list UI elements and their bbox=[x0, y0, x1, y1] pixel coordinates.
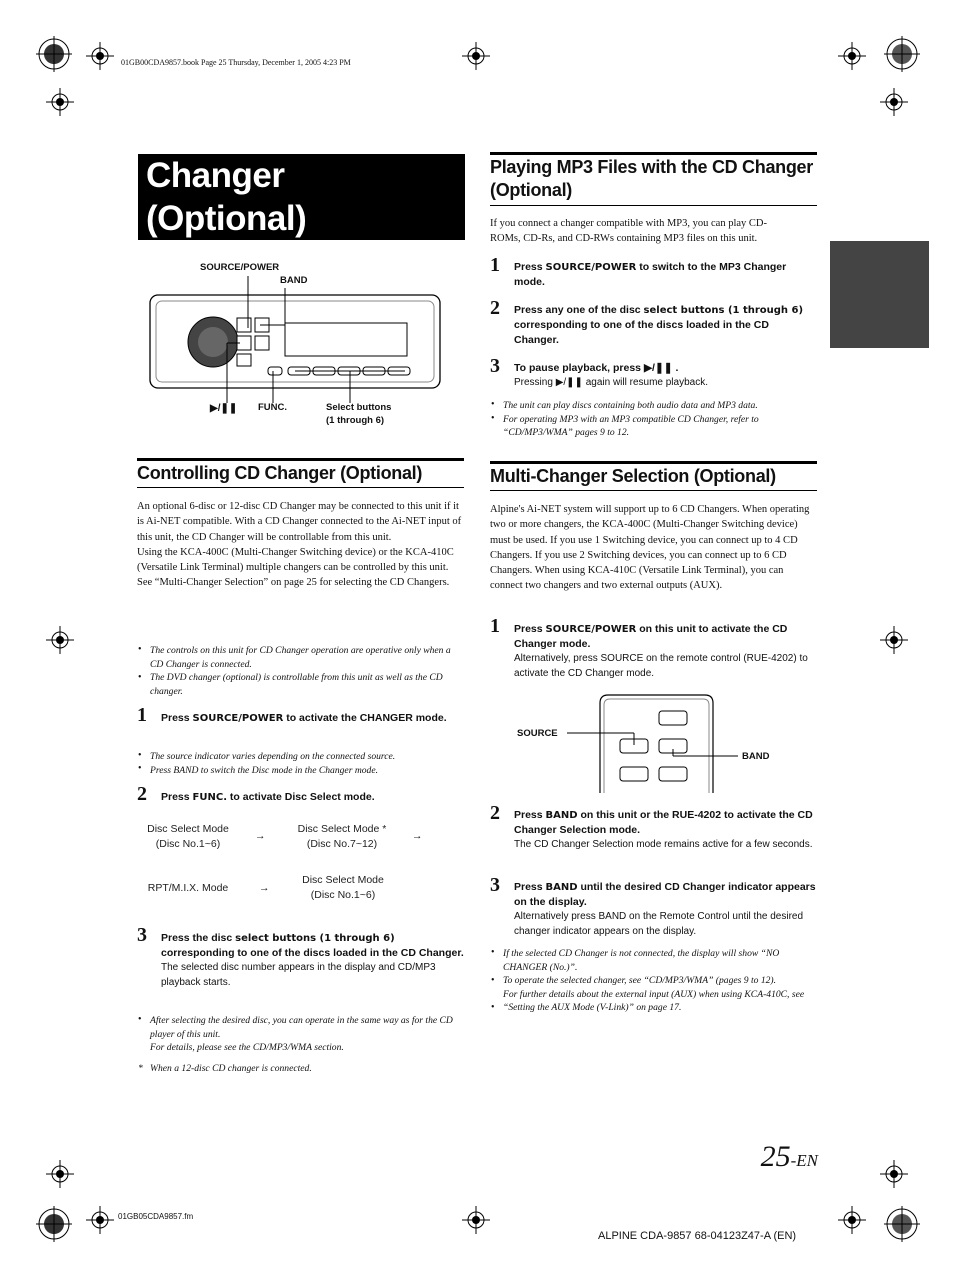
step-number: 1 bbox=[490, 615, 500, 637]
note: For details, please see the CD/MP3/WMA section. bbox=[150, 1042, 344, 1054]
step1-notes bbox=[150, 750, 464, 777]
crosshair-icon bbox=[880, 626, 908, 654]
label-func: FUNC. bbox=[258, 402, 288, 413]
crosshair-icon bbox=[462, 42, 490, 70]
step-number: 1 bbox=[137, 704, 147, 726]
heading-controlling: Controlling CD Changer (Optional) bbox=[137, 463, 423, 483]
label-remote-band: BAND bbox=[742, 751, 770, 762]
crosshair-icon bbox=[46, 626, 74, 654]
step-number: 2 bbox=[490, 297, 500, 319]
controlling-step-3: Press the disc select buttons (1 through 6) corresponding to one of the discs loaded in the CD Changer. The selected disc number appears in the display and CD/MP3 playback starts. bbox=[161, 932, 464, 988]
remote-control-diagram bbox=[560, 693, 740, 793]
crosshair-icon bbox=[86, 1206, 114, 1234]
footnote: When a 12-disc CD changer is connected. bbox=[150, 1063, 312, 1074]
title-line-2: (Optional) bbox=[146, 199, 307, 238]
crosshair-icon bbox=[46, 88, 74, 116]
title-line-1: Changer bbox=[146, 156, 285, 195]
note: The controls on this unit for CD Changer operation are operative only when a CD Changer is connected. bbox=[150, 645, 451, 670]
file-header: 01GB00CDA9857.book Page 25 Thursday, December 1, 2005 4:23 PM bbox=[121, 58, 351, 67]
step-number: 3 bbox=[137, 924, 147, 946]
crosshair-icon bbox=[46, 1160, 74, 1188]
multi-step-3: Press BAND until the desired CD Changer indicator appears on the display. Alternatively press BAND on the Remote Control until the desired changer indicator appears on the display. bbox=[514, 881, 816, 937]
flow-arrow: → bbox=[255, 830, 266, 842]
step3-notes bbox=[150, 1014, 464, 1055]
crosshair-icon bbox=[462, 1206, 490, 1234]
label-band: BAND bbox=[280, 275, 308, 286]
mp3-intro: If you connect a changer compatible with MP3, you can play CD-ROMs, CD-Rs, and CD-RWs containing MP3 files on this unit. bbox=[490, 218, 768, 245]
note: For operating MP3 with an MP3 compatible CD Changer, refer to “CD/MP3/WMA” pages 9 to 12. bbox=[503, 413, 759, 439]
crosshair-icon bbox=[880, 88, 908, 116]
note: To operate the selected changer, see “CD/MP3/WMA” (pages 9 to 12). bbox=[503, 975, 777, 987]
label-play-pause: ▶/❚❚ bbox=[210, 403, 238, 414]
page-number: 25-EN bbox=[760, 1140, 818, 1173]
label-source-power: SOURCE/POWER bbox=[200, 262, 280, 273]
controlling-notes bbox=[150, 644, 464, 698]
footnote-marker: * bbox=[138, 1063, 143, 1074]
multi-intro: Alpine's Ai-NET system will support up to 6 CD Changers. When operating two or more changers, the KCA-400C (Multi-Changer Switching device) must be used. If you use 1 Switching device, you can connect up to 4 CD Changers. If you use 2 Switching devices, you can connect up to 6 CD Changers. When using KCA-410C (Versatile Link Terminal), you can connect two changers and two external outputs (AUX). bbox=[490, 504, 810, 592]
crosshair-icon bbox=[86, 42, 114, 70]
step-number: 2 bbox=[490, 802, 500, 824]
flow-arrow: → bbox=[412, 830, 423, 842]
note: The unit can play discs containing both audio data and MP3 data. bbox=[503, 400, 758, 411]
note: After selecting the desired disc, you can operate in the same way as for the CD player of this unit. bbox=[150, 1015, 453, 1040]
heading-multi-changer: Multi-Changer Selection (Optional) bbox=[490, 466, 776, 486]
mp3-step-1: Press SOURCE/POWER to switch to the MP3 Changer mode. bbox=[514, 261, 787, 288]
registration-mark-icon bbox=[36, 36, 72, 72]
multi-step-1: Press SOURCE/POWER on this unit to activate the CD Changer mode. Alternatively, press SOURCE on the remote control (RUE-4202) to activate the CD Changer mode. bbox=[514, 623, 808, 679]
label-select-buttons-range: (1 through 6) bbox=[326, 415, 385, 426]
step-number: 3 bbox=[490, 355, 500, 377]
crosshair-icon bbox=[838, 1206, 866, 1234]
note: The source indicator varies depending on the connected source. bbox=[150, 751, 396, 762]
crosshair-icon bbox=[880, 1160, 908, 1188]
multi-notes bbox=[503, 947, 815, 1015]
note: Press BAND to switch the Disc mode in the Changer mode. bbox=[150, 764, 379, 776]
flow-disc-select-1-6: Disc Select Mode (Disc No.1~6) bbox=[147, 823, 229, 850]
flow-disc-select-7-12: Disc Select Mode * (Disc No.7~12) bbox=[297, 823, 387, 850]
step-number: 1 bbox=[490, 254, 500, 276]
controlling-step-2: Press FUNC. to activate Disc Select mode. bbox=[161, 791, 375, 803]
page-title bbox=[138, 154, 465, 240]
mp3-step-2: Press any one of the disc select buttons (1 through 6) corresponding to one of the discs loaded in the CD Changer. bbox=[514, 304, 804, 346]
section-tab bbox=[830, 241, 929, 348]
flow-disc-select-return: Disc Select Mode (Disc No.1~6) bbox=[302, 874, 384, 901]
mp3-notes bbox=[503, 399, 817, 440]
controlling-body: An optional 6-disc or 12-disc CD Changer may be connected to this unit if it is Ai-NET compatible. With a CD Changer connected to the Ai-NET input of this unit, the CD Changer will be controllable from this unit. Using the KCA-400C (Multi-Changer Switching device) or the KCA-410C (Versatile Link Terminal) multiple changers can be controlled by this unit. See “Multi-Changer Selection” on page 25 for selecting the CD Changers. bbox=[137, 501, 462, 589]
note: If the selected CD Changer is not connected, the display will show “NO CHANGER (No.)”. bbox=[503, 948, 780, 973]
flow-rpt-mix: RPT/M.I.X. Mode bbox=[147, 882, 229, 894]
note: The DVD changer (optional) is controllable from this unit as well as the CD changer. bbox=[150, 672, 443, 697]
flow-arrow: → bbox=[259, 882, 270, 894]
note: For further details about the external input (AUX) when using KCA-410C, see “Setting the AUX Mode (V-Link)” on page 17. bbox=[503, 988, 805, 1014]
label-select-buttons: Select buttons bbox=[326, 402, 392, 413]
registration-mark-icon bbox=[884, 36, 920, 72]
mp3-step-3: To pause playback, press ▶/❚❚ . Pressing ▶/❚❚ again will resume playback. bbox=[514, 362, 708, 388]
footer-model: ALPINE CDA-9857 68-04123Z47-A (EN) bbox=[598, 1230, 797, 1242]
head-unit-diagram bbox=[145, 268, 445, 438]
crosshair-icon bbox=[838, 42, 866, 70]
footer-file: 01GB05CDA9857.fm bbox=[118, 1212, 194, 1221]
multi-step-2: Press BAND on this unit or the RUE-4202 to activate the CD Changer Selection mode. The CD Changer Selection mode remains active for a few seconds. bbox=[514, 809, 813, 850]
heading-mp3: Playing MP3 Files with the CD Changer (Optional) bbox=[490, 157, 813, 200]
registration-mark-icon bbox=[884, 1206, 920, 1242]
registration-mark-icon bbox=[36, 1206, 72, 1242]
step-number: 2 bbox=[137, 783, 147, 805]
label-remote-source: SOURCE bbox=[517, 728, 558, 739]
controlling-step-1: Press SOURCE/POWER to activate the CHANGER mode. bbox=[161, 712, 447, 724]
step-number: 3 bbox=[490, 874, 500, 896]
